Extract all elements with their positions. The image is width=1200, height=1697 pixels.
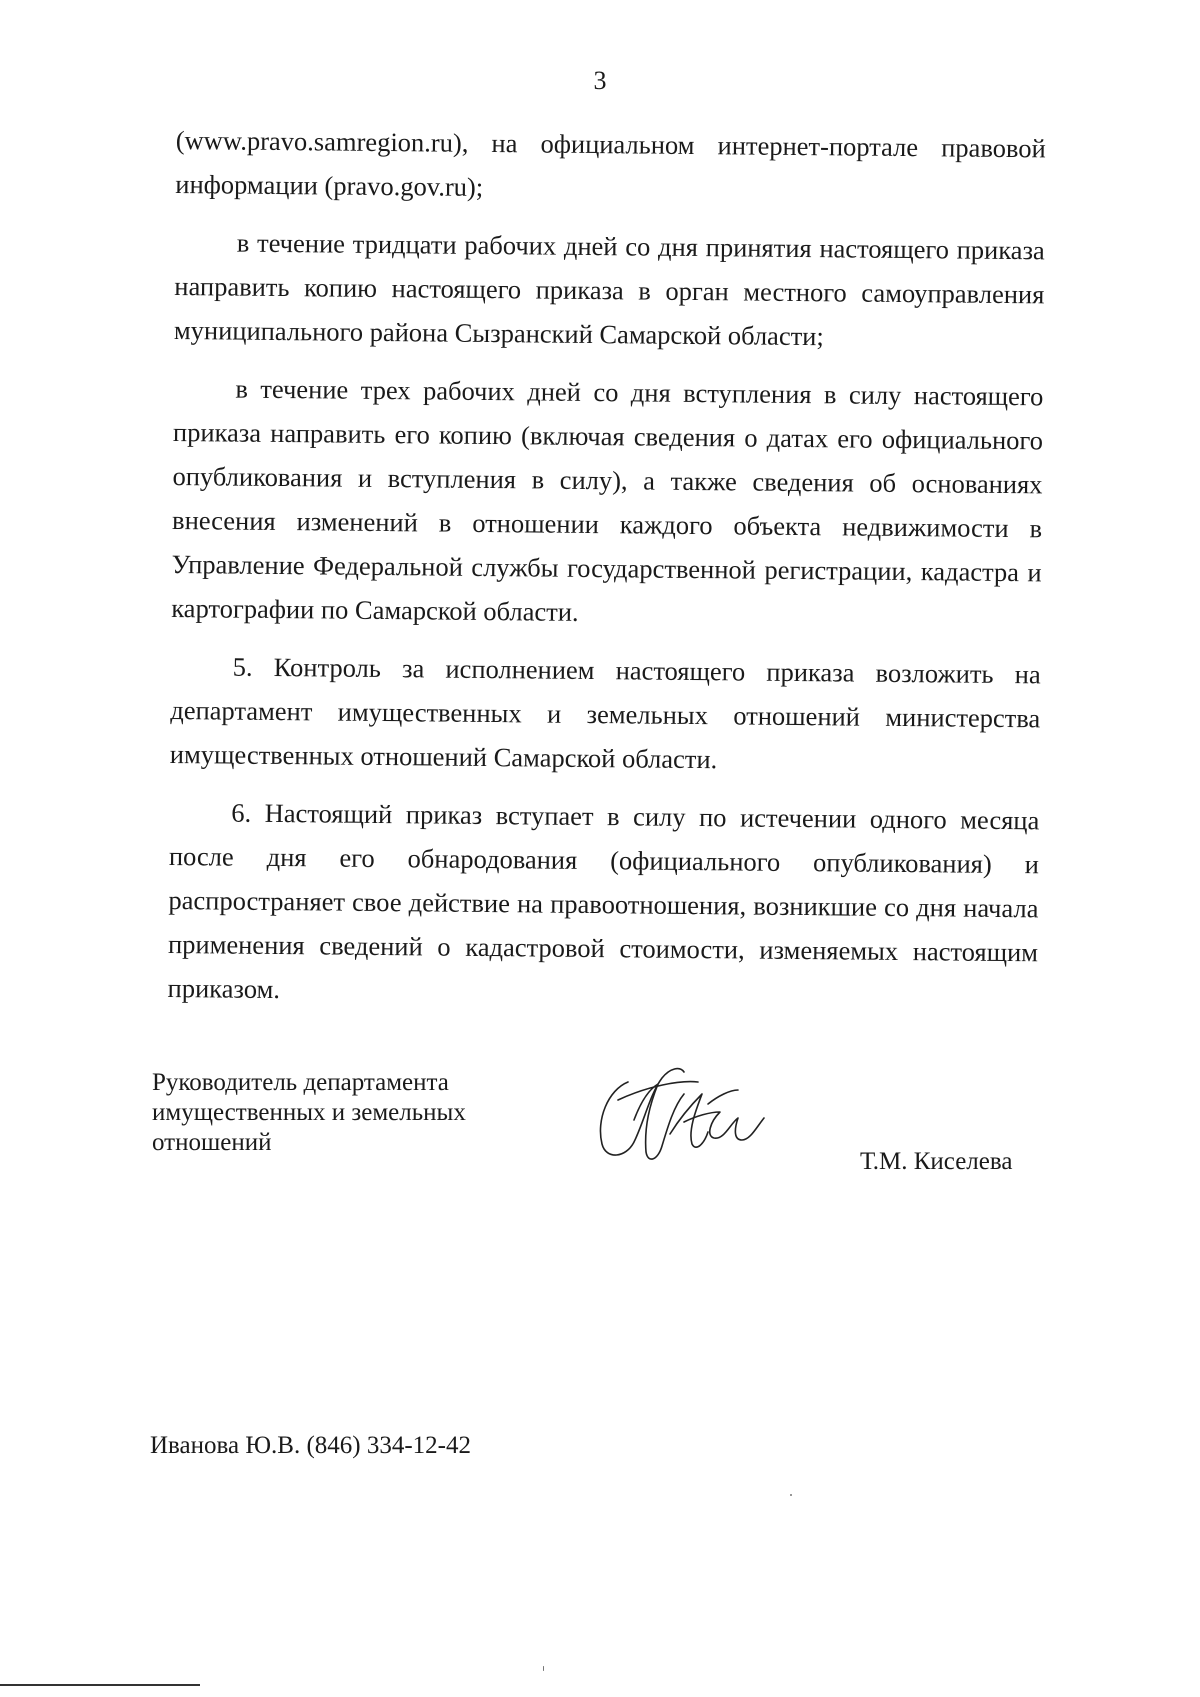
paragraph: 6. Настоящий приказ вступает в силу по истечении одного месяца после дня его обнародования (официального опубликования) и распространяет свое действие на правоотношения, возникшие со дня начала применения сведений о кадастровой стоимости, изменяемых настоящим приказом. [167, 797, 1040, 1005]
paragraph: в течение трех рабочих дней со дня вступления в силу настоящего приказа направить его копию (включая сведения о датах его официального опубликования и вступления в силу), а также сведения об основаниях внесения изменений в отношении каждого объекта недвижимости в Управление Федеральной службы государственной регистрации, кадастра и картографии по Самарской области. [171, 373, 1044, 627]
scan-edge-line [0, 1684, 200, 1686]
signatory-position [152, 1068, 572, 1158]
document-body [167, 118, 1046, 1032]
scan-speck [790, 1494, 792, 1496]
paragraph: в течение тридцати рабочих дней со дня принятия настоящего приказа направить копию настоящего приказа в орган местного самоуправления муниципального района Сызранский Самарской области; [173, 227, 1045, 352]
position-line: Руководитель департамента [152, 1069, 449, 1096]
position-line: отношений [152, 1129, 272, 1156]
handwritten-signature [588, 1060, 778, 1170]
paragraph: 5. Контроль за исполнением настоящего приказа возложить на департамент имущественных и земельных отношений министерства имущественных отношений Самарской области. [169, 651, 1041, 775]
signatory-name: Т.М. Киселева [860, 1148, 1013, 1175]
position-line: имущественных и земельных [152, 1099, 466, 1126]
executor-contact: Иванова Ю.В. (846) 334-12-42 [150, 1432, 471, 1459]
scan-speck [543, 1666, 544, 1671]
paragraph: (www.pravo.samregion.ru), на официальном интернет-портале правовой информации (pravo.gov.ru); [175, 124, 1046, 202]
page-number: 3 [593, 66, 607, 95]
